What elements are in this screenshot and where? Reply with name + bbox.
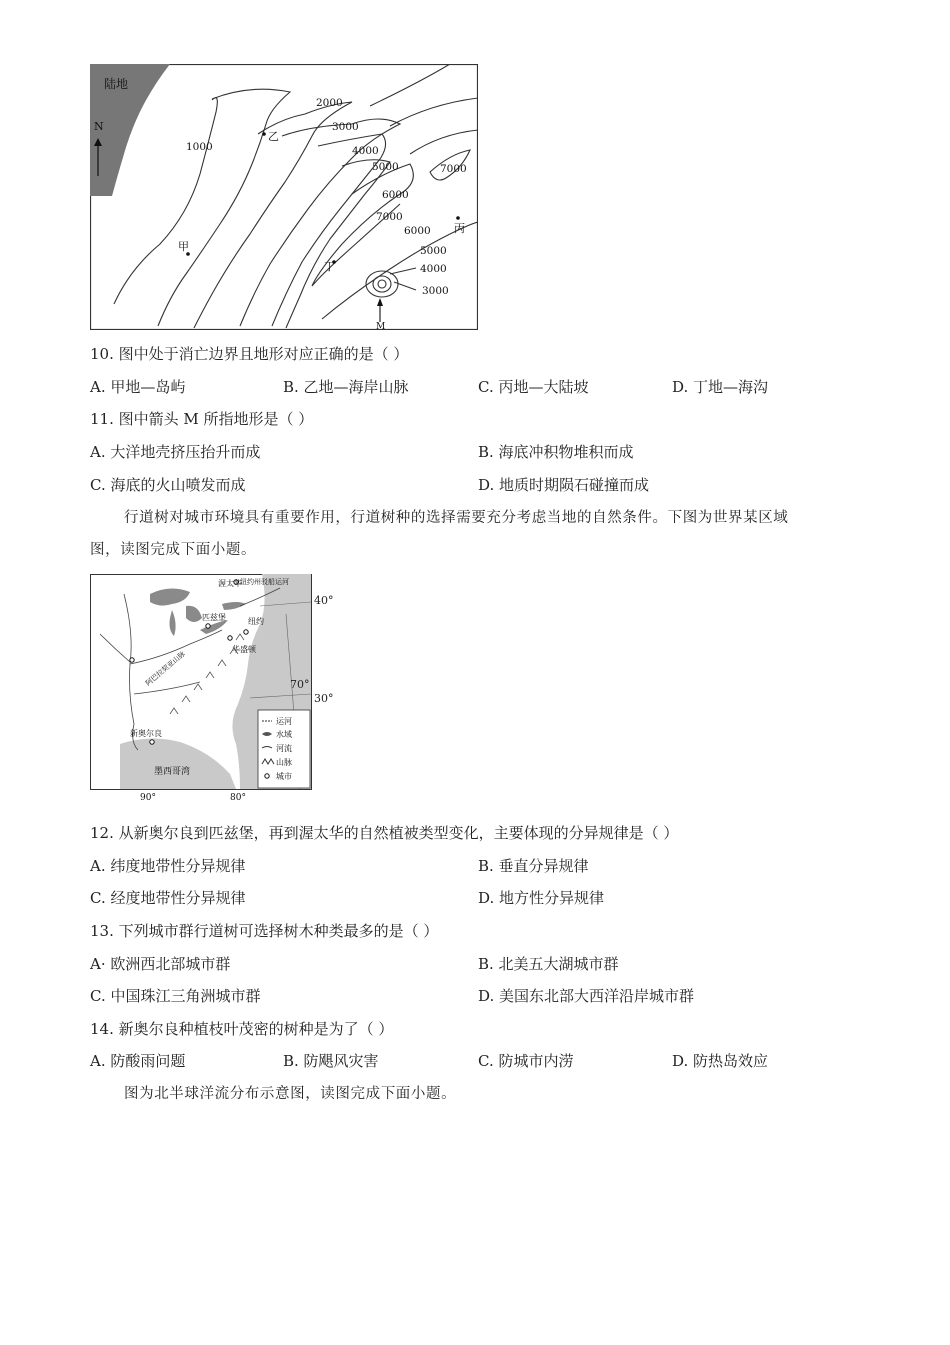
q14-stem: 14. 新奥尔良种植枝叶茂密的树种是为了（ ） — [90, 1020, 394, 1038]
arrow-m-label: M — [376, 322, 386, 330]
q12-option-b[interactable]: B. 垂直分异规律 — [478, 857, 589, 875]
city-neworleans: 新奥尔良 — [130, 729, 162, 738]
contour-label: 5000 — [372, 161, 399, 173]
legend-water: 水域 — [276, 730, 292, 739]
q14-option-c[interactable]: C. 防城市内涝 — [478, 1052, 574, 1070]
q14-option-d[interactable]: D. 防热岛效应 — [672, 1052, 769, 1070]
q13-option-d[interactable]: D. 美国东北部大西洋沿岸城市群 — [478, 987, 695, 1005]
intro-paragraph-line1: 行道树对城市环境具有重要作用，行道树种的选择需要充分考虑当地的自然条件。下图为世界某区域 — [124, 510, 789, 526]
q11-option-d[interactable]: D. 地质时期陨石碰撞而成 — [478, 476, 650, 494]
contour-label: 7000 — [440, 163, 467, 175]
intro2-paragraph: 图为北半球洋流分布示意图，读图完成下面小题。 — [124, 1086, 457, 1102]
q12-option-d[interactable]: D. 地方性分异规律 — [478, 889, 605, 907]
contour-label: 6000 — [404, 225, 431, 237]
point-ding: 丁 — [324, 260, 335, 273]
contour-label: 4000 — [352, 145, 379, 157]
q12-option-a[interactable]: A. 纬度地带性分异规律 — [90, 857, 246, 875]
q11-option-c[interactable]: C. 海底的火山喷发而成 — [90, 476, 246, 494]
land-label: 陆地 — [104, 77, 129, 91]
legend-canal: 运河 — [276, 717, 292, 726]
contour-label: 6000 — [382, 189, 409, 201]
q14-option-b[interactable]: B. 防飓风灾害 — [283, 1052, 379, 1070]
lon-80-label: 80° — [230, 793, 246, 802]
contour-label: 4000 — [420, 263, 447, 275]
q11-option-b[interactable]: B. 海底冲积物堆积而成 — [478, 443, 634, 461]
city-washington: 华盛顿 — [232, 645, 256, 654]
lat-40-label: 40° — [314, 594, 334, 607]
lon-70-label: 70° — [290, 678, 310, 691]
contour-map-svg — [90, 64, 478, 330]
legend-mountain: 山脉 — [276, 758, 292, 767]
q13-option-a[interactable]: A· 欧洲西北部城市群 — [90, 955, 231, 973]
region-map — [90, 574, 312, 802]
point-jia: 甲 — [178, 240, 189, 253]
city-newyork: 纽约 — [248, 617, 264, 626]
q10-option-b[interactable]: B. 乙地—海岸山脉 — [283, 378, 409, 396]
lon-90-label: 90° — [140, 793, 156, 802]
q11-stem: 11. 图中箭头 M 所指地形是（ ） — [90, 410, 314, 428]
contour-label: 7000 — [376, 211, 403, 223]
q10-option-d[interactable]: D. 丁地—海沟 — [672, 378, 769, 396]
q10-stem: 10. 图中处于消亡边界且地形对应正确的是（ ） — [90, 345, 409, 363]
legend-city: 城市 — [276, 772, 292, 781]
q14-option-a[interactable]: A. 防酸雨问题 — [90, 1052, 186, 1070]
region-map-svg — [90, 574, 312, 802]
q12-stem: 12. 从新奥尔良到匹兹堡，再到渥太华的自然植被类型变化，主要体现的分异规律是（ ） — [90, 824, 679, 842]
q10-option-a[interactable]: A. 甲地—岛屿 — [90, 378, 186, 396]
q13-stem: 13. 下列城市群行道树可选择树木种类最多的是（ ） — [90, 922, 439, 940]
contour-label: 1000 — [186, 141, 213, 153]
canal-label: 纽约州驳船运河 — [240, 578, 289, 586]
legend-river: 河流 — [276, 744, 292, 753]
mountain-label: 阿巴拉契亚山脉 — [144, 649, 187, 688]
contour-label: 2000 — [316, 97, 343, 109]
city-pittsburgh: 匹兹堡 — [202, 613, 226, 622]
point-bing: 丙 — [454, 222, 465, 235]
gulf-label: 墨西哥湾 — [154, 767, 191, 777]
q11-option-a[interactable]: A. 大洋地壳挤压抬升而成 — [90, 443, 261, 461]
q13-option-c[interactable]: C. 中国珠江三角洲城市群 — [90, 987, 261, 1005]
lat-30-label: 30° — [314, 692, 334, 705]
contour-label: 5000 — [420, 245, 447, 257]
q13-option-b[interactable]: B. 北美五大湖城市群 — [478, 955, 619, 973]
contour-map — [90, 64, 478, 330]
q12-option-c[interactable]: C. 经度地带性分异规律 — [90, 889, 246, 907]
north-label: N — [94, 120, 104, 133]
point-yi: 乙 — [268, 130, 279, 143]
contour-label: 3000 — [332, 121, 359, 133]
q10-option-c[interactable]: C. 丙地—大陆坡 — [478, 378, 589, 396]
intro-paragraph-line2: 图，读图完成下面小题。 — [90, 542, 257, 558]
contour-label: 3000 — [422, 285, 449, 297]
city-ottawa: 渥太华 — [218, 579, 242, 588]
